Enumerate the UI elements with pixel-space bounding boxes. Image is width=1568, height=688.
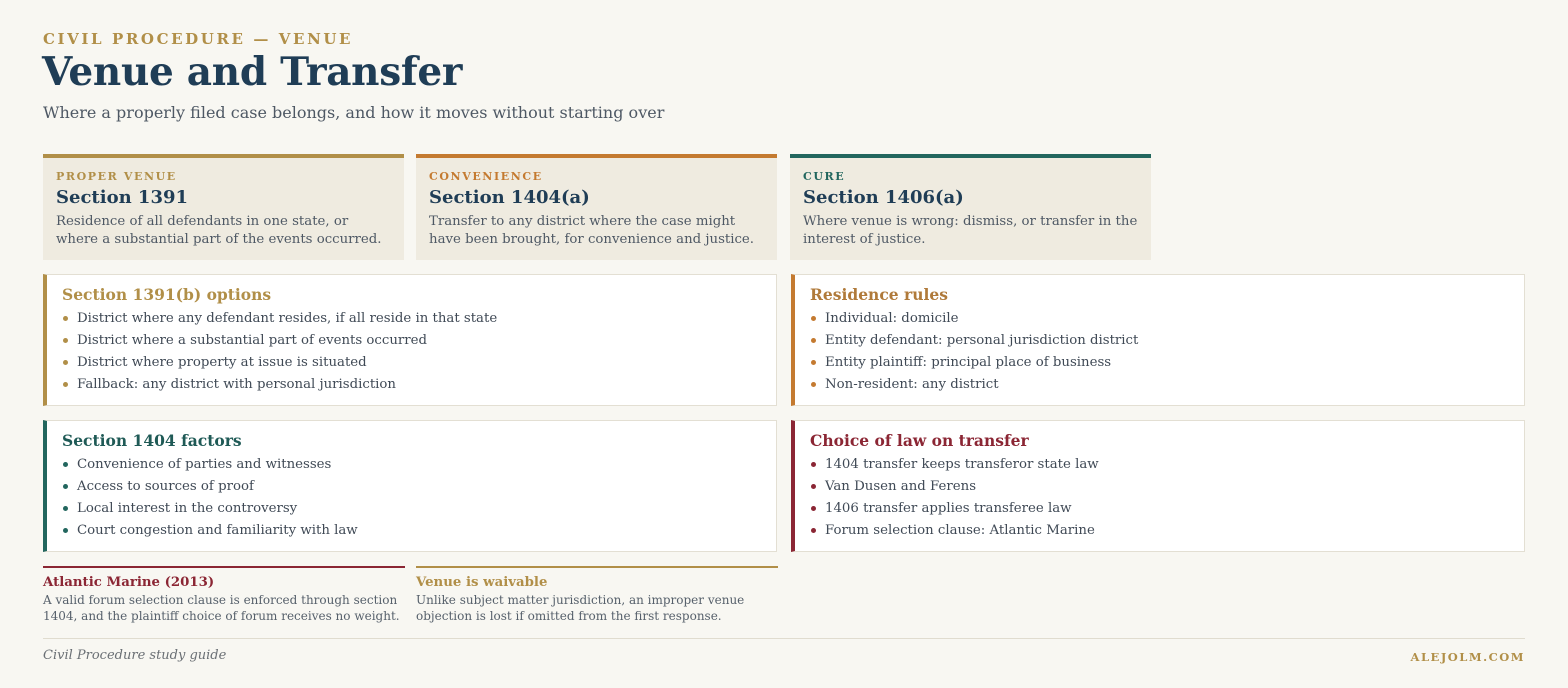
note-title: Atlantic Marine (2013) xyxy=(43,575,215,590)
footer-divider xyxy=(43,638,1525,639)
panel-title: Choice of law on transfer xyxy=(810,431,1029,450)
list-item-text: Convenience of parties and witnesses xyxy=(77,457,332,472)
list-item-text: Entity plaintiff: principal place of business xyxy=(825,355,1112,370)
list-item xyxy=(62,377,762,399)
card-kicker: PROPER VENUE xyxy=(56,170,177,183)
section-eyebrow: CIVIL PROCEDURE — VENUE xyxy=(43,30,354,48)
bullet-dot-icon xyxy=(63,528,68,533)
panel-1391b-options xyxy=(43,274,777,406)
list-item-text: Individual: domicile xyxy=(825,311,959,326)
note-title: Venue is waivable xyxy=(416,575,548,590)
list-item-text: District where property at issue is situated xyxy=(77,355,367,370)
bullet-dot-icon xyxy=(811,484,816,489)
bullet-dot-icon xyxy=(811,462,816,467)
page-subtitle: Where a properly filed case belongs, and how it moves without starting over xyxy=(43,103,665,122)
list-item xyxy=(62,333,762,355)
bullet-list xyxy=(810,311,1510,399)
list-item-text: Non-resident: any district xyxy=(825,377,999,392)
list-item xyxy=(62,523,762,545)
bullet-dot-icon xyxy=(811,528,816,533)
bullet-dot-icon xyxy=(811,316,816,321)
list-item xyxy=(62,457,762,479)
list-item xyxy=(62,355,762,377)
list-item xyxy=(810,311,1510,333)
list-item-text: Local interest in the controversy xyxy=(77,501,298,516)
card-heading: Section 1404(a) xyxy=(429,187,590,208)
note-text: A valid forum selection clause is enforced through section 1404, and the plaintiff choice of forum receives no weight. xyxy=(43,593,400,623)
list-item-text: Van Dusen and Ferens xyxy=(825,479,977,494)
bullet-list xyxy=(62,457,762,545)
list-item xyxy=(810,377,1510,399)
bullet-dot-icon xyxy=(63,484,68,489)
panel-title: Residence rules xyxy=(810,285,948,304)
bullet-dot-icon xyxy=(63,382,68,387)
list-item-text: 1406 transfer applies transferee law xyxy=(825,501,1072,516)
list-item-text: District where a substantial part of events occurred xyxy=(77,333,427,348)
list-item xyxy=(62,479,762,501)
list-item-text: Forum selection clause: Atlantic Marine xyxy=(825,523,1095,538)
note-venue-waivable xyxy=(416,566,778,624)
panel-1404-factors xyxy=(43,420,777,552)
bullet-dot-icon xyxy=(811,506,816,511)
bullet-dot-icon xyxy=(63,506,68,511)
bullet-dot-icon xyxy=(63,462,68,467)
card-cure xyxy=(790,154,1151,260)
list-item xyxy=(810,501,1510,523)
list-item xyxy=(810,523,1510,545)
card-heading: Section 1406(a) xyxy=(803,187,964,208)
list-item xyxy=(810,333,1510,355)
list-item-text: District where any defendant resides, if all reside in that state xyxy=(77,311,498,326)
list-item-text: Access to sources of proof xyxy=(77,479,254,494)
bullet-list xyxy=(62,311,762,399)
footer-site-link[interactable]: ALEJOLM.COM xyxy=(1410,650,1525,664)
bullet-dot-icon xyxy=(811,360,816,365)
footer-caption: Civil Procedure study guide xyxy=(43,648,227,663)
bullet-dot-icon xyxy=(811,338,816,343)
card-convenience xyxy=(416,154,777,260)
note-text: Unlike subject matter jurisdiction, an improper venue objection is lost if omitted from the first response. xyxy=(416,593,745,623)
card-text: Where venue is wrong: dismiss, or transfer in the interest of justice. xyxy=(803,214,1138,247)
list-item-text: 1404 transfer keeps transferor state law xyxy=(825,457,1099,472)
card-kicker: CURE xyxy=(803,170,846,183)
card-heading: Section 1391 xyxy=(56,187,189,208)
card-text: Transfer to any district where the case might have been brought, for convenience and justice. xyxy=(429,214,755,247)
bullet-dot-icon xyxy=(811,382,816,387)
panel-choice-of-law xyxy=(791,420,1525,552)
panel-title: Section 1391(b) options xyxy=(62,285,272,304)
list-item xyxy=(810,457,1510,479)
bullet-dot-icon xyxy=(63,338,68,343)
list-item xyxy=(62,501,762,523)
bullet-list xyxy=(810,457,1510,545)
panel-title: Section 1404 factors xyxy=(62,431,242,450)
list-item-text: Court congestion and familiarity with law xyxy=(77,523,358,538)
list-item xyxy=(810,479,1510,501)
panel-residence-rules xyxy=(791,274,1525,406)
bullet-dot-icon xyxy=(63,360,68,365)
bullet-dot-icon xyxy=(63,316,68,321)
note-atlantic-marine xyxy=(43,566,405,624)
card-text: Residence of all defendants in one state, or where a substantial part of the events occurred. xyxy=(56,214,382,247)
list-item-text: Fallback: any district with personal jurisdiction xyxy=(77,377,396,392)
card-proper-venue xyxy=(43,154,404,260)
page-title: Venue and Transfer xyxy=(42,49,463,95)
card-kicker: CONVENIENCE xyxy=(429,170,543,183)
list-item-text: Entity defendant: personal jurisdiction district xyxy=(825,333,1139,348)
list-item xyxy=(62,311,762,333)
list-item xyxy=(810,355,1510,377)
